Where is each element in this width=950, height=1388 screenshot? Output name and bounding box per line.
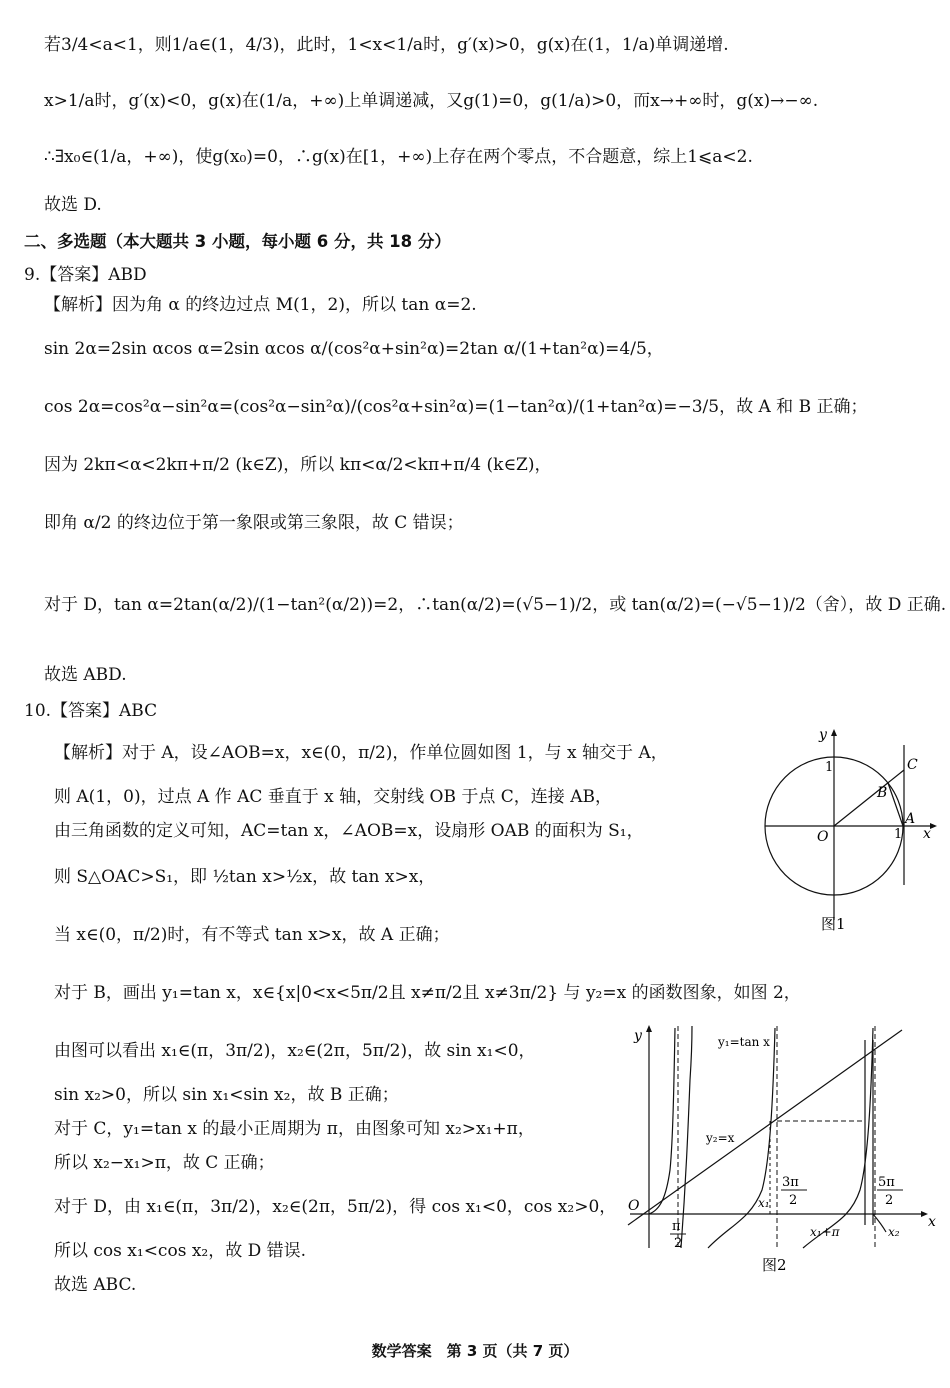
- text-line: 【解析】因为角 α 的终边过点 M(1，2)，所以 tan α=2.: [44, 295, 477, 315]
- figure-1-unit-circle: [755, 725, 945, 940]
- label-x: x: [928, 1214, 936, 1230]
- section-heading: 二、多选题（本大题共 3 小题，每小题 6 分，共 18 分）: [24, 232, 451, 251]
- label-line: y₂=x: [706, 1131, 735, 1145]
- label-x2: x₂: [888, 1225, 900, 1239]
- text-line: 由图可以看出 x₁∈(π，3π/2)，x₂∈(2π，5π/2)，故 sin x₁<0，: [54, 1041, 536, 1061]
- text-line: 故选 ABC.: [54, 1275, 137, 1295]
- text-line: 即角 α/2 的终边位于第一象限或第三象限，故 C 错误；: [44, 513, 464, 533]
- label-y: y: [634, 1028, 642, 1044]
- text-line: 则 S△OAC>S₁，即 ½tan x>½x，故 tan x>x，: [54, 867, 436, 887]
- text-line: 对于 D，tan α=2tan(α/2)/(1−tan²(α/2))=2，∴tan(α/2)=(√5−1)/2，或 tan(α/2)=(−√5−1)/2（舍），故 D 正确.: [44, 595, 947, 615]
- question-answer: 9.【答案】ABD: [24, 265, 147, 285]
- chord-ab: [888, 783, 903, 826]
- label-c: C: [907, 757, 918, 773]
- tan-branch-1: [649, 1028, 675, 1214]
- tick-3pi-half-den: 2: [789, 1193, 798, 1208]
- tan-branch-1b: [681, 1026, 692, 1248]
- text-line: cos 2α=cos²α−sin²α=(cos²α−sin²α)/(cos²α+sin²α)=(1−tan²α)/(1+tan²α)=−3/5，故 A 和 B 正确；: [44, 397, 868, 417]
- x-axis-arrow: [930, 823, 937, 829]
- label-a: A: [905, 811, 916, 827]
- text-line: sin x₂>0，所以 sin x₁<sin x₂，故 B 正确；: [54, 1085, 399, 1105]
- figure-caption: 图1: [821, 915, 846, 933]
- tick-5pi-half-den: 2: [885, 1193, 894, 1208]
- y-axis-arrow: [831, 729, 837, 736]
- label-x1-plus-pi: x₁+π: [810, 1225, 840, 1239]
- label-tan: y₁=tan x: [718, 1035, 770, 1049]
- text-line: ∴∃x₀∈(1/a，+∞)，使g(x₀)=0，∴g(x)在[1，+∞)上存在两个零点，不合题意，综上1⩽a<2.: [44, 147, 753, 167]
- page-footer: 数学答案 第 3 页（共 7 页）: [371, 1342, 579, 1360]
- label-o: O: [817, 829, 829, 845]
- text-line: 所以 x₂−x₁>π，故 C 正确；: [54, 1153, 275, 1173]
- tick-5pi-half-num: 5π: [878, 1175, 895, 1190]
- tick-pi-half-den: 2: [674, 1236, 683, 1251]
- text-line: 故选 ABD.: [44, 665, 127, 685]
- label-x: x: [923, 826, 931, 842]
- tick-pi-half-num: π: [672, 1219, 681, 1234]
- label-b: B: [877, 785, 888, 801]
- tan-branch-3: [803, 1028, 873, 1248]
- text-line: sin 2α=2sin αcos α=2sin αcos α/(cos²α+sin²α)=2tan α/(1+tan²α)=4/5，: [44, 339, 664, 359]
- figure-caption: 图2: [762, 1256, 787, 1274]
- text-line: 由三角函数的定义可知，AC=tan x，∠AOB=x，设扇形 OAB 的面积为 S₁，: [54, 821, 644, 841]
- text-line: 对于 C，y₁=tan x 的最小正周期为 π，由图象可知 x₂>x₁+π，: [54, 1119, 535, 1139]
- figure-2-tan-graph: [620, 1020, 938, 1278]
- text-line: 对于 D，由 x₁∈(π，3π/2)，x₂∈(2π，5π/2)，得 cos x₁<0，cos x₂>0，: [54, 1197, 617, 1217]
- text-line: 因为 2kπ<α<2kπ+π/2 (k∈Z)，所以 kπ<α/2<kπ+π/4 (k∈Z)，: [44, 455, 552, 475]
- y-axis-arrow: [646, 1025, 652, 1032]
- text-line: 所以 cos x₁<cos x₂，故 D 错误.: [54, 1241, 307, 1261]
- text-line: 则 A(1，0)，过点 A 作 AC 垂直于 x 轴，交射线 OB 于点 C，连接 AB，: [54, 787, 612, 807]
- question-answer: 10.【答案】ABC: [24, 701, 158, 721]
- text-line: x>1/a时，g′(x)<0，g(x)在(1/a，+∞)上单调递减，又g(1)=0，g(1/a)>0，而x→+∞时，g(x)→−∞.: [44, 91, 819, 111]
- tick-3pi-half-num: 3π: [782, 1175, 799, 1190]
- x-axis-arrow: [921, 1211, 928, 1217]
- text-line: 【解析】对于 A，设∠AOB=x，x∈(0，π/2)，作单位圆如图 1，与 x 轴交于 A，: [54, 743, 668, 763]
- text-line: 故选 D.: [44, 195, 102, 215]
- label-o: O: [628, 1198, 640, 1214]
- label-y: y: [819, 727, 827, 743]
- label-one-x: 1: [894, 827, 903, 842]
- text-line: 当 x∈(0，π/2)时，有不等式 tan x>x，故 A 正确；: [54, 925, 450, 945]
- label-one-y: 1: [825, 760, 834, 775]
- label-x1: x₁: [758, 1196, 770, 1210]
- text-line: 若3/4<a<1，则1/a∈(1，4/3)，此时，1<x<1/a时，g′(x)>0，g(x)在(1，1/a)单调递增.: [44, 35, 729, 55]
- text-line: 对于 B，画出 y₁=tan x，x∈{x|0<x<5π/2且 x≠π/2且 x≠3π/2} 与 y₂=x 的函数图象，如图 2，: [54, 983, 801, 1003]
